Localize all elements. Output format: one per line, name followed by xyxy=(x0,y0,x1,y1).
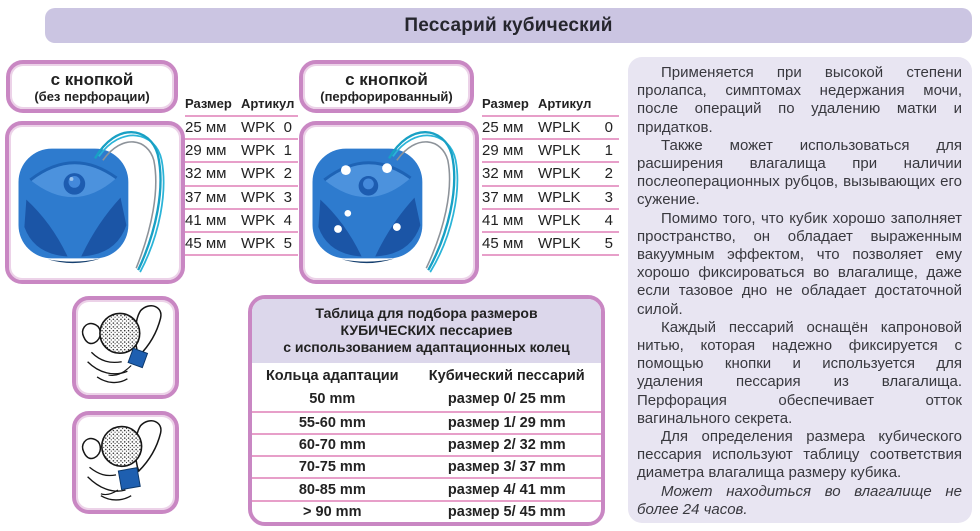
size-value: 45 мм xyxy=(185,235,227,253)
article-number: 5 xyxy=(604,235,613,253)
size-table-2-header xyxy=(482,96,619,117)
size-table-row xyxy=(482,117,619,140)
article-number: 1 xyxy=(604,142,613,160)
size-table-row xyxy=(482,210,619,233)
selection-table-row xyxy=(252,411,601,433)
pessary-column-header: Кубический пессарий xyxy=(428,367,585,384)
article-code: WPK xyxy=(241,235,276,253)
size-value: 41 мм xyxy=(185,211,227,229)
description-paragraph: Также может использоваться для расширения влагалища при наличии послеоперационных рубцов, вызывающих его сужение. xyxy=(637,136,962,209)
article-value xyxy=(538,212,619,229)
pessary-size-value: размер 0/ 25 mm xyxy=(447,391,566,408)
selection-title-line: Таблица для подбора размеров xyxy=(315,305,538,321)
selection-table-row xyxy=(252,455,601,477)
selection-table-row xyxy=(252,433,601,455)
article-number: 3 xyxy=(604,188,613,206)
description-paragraph: Для определения размера кубического пессария используют таблицу соответствия диаметра влагалища размеру кубика. xyxy=(637,428,962,482)
selection-table-row xyxy=(252,500,601,522)
size-value: 25 мм xyxy=(482,119,524,137)
page-title: Пессарий кубический xyxy=(404,14,613,36)
article-value xyxy=(241,165,298,182)
size-value: 37 мм xyxy=(185,188,227,206)
description-paragraph: Каждый пессарий оснащён капроновой нитью, которая надежно фиксируется с помощью кнопки и используется для удаления пессария из влагалища. Перфорация обеспечивает отток вагинального секрета. xyxy=(637,318,962,427)
article-code: WPK xyxy=(241,165,276,183)
article-value xyxy=(538,165,619,182)
size-table-row xyxy=(482,163,619,186)
product-1-label-box xyxy=(6,60,178,113)
size-table-row xyxy=(482,233,619,256)
article-code: WPLK xyxy=(538,142,581,160)
article-code: WPK xyxy=(241,119,276,137)
size-table-row xyxy=(185,210,298,233)
article-number: 5 xyxy=(283,235,292,253)
size-table-2 xyxy=(482,96,619,256)
size-value: 37 мм xyxy=(482,188,524,206)
size-table-row xyxy=(185,117,298,140)
product-2-subtitle: (перфорированный) xyxy=(320,88,453,104)
article-value xyxy=(241,142,298,159)
size-value: 29 мм xyxy=(482,142,524,160)
article-value xyxy=(241,119,298,136)
article-value xyxy=(538,189,619,206)
pessary-size-value: размер 5/ 45 mm xyxy=(447,503,566,520)
article-code: WPK xyxy=(241,211,276,229)
selection-table xyxy=(248,295,605,526)
page-header xyxy=(45,8,972,43)
ring-size-value: 50 mm xyxy=(309,391,356,408)
size-value: 29 мм xyxy=(185,142,227,160)
anatomy-illustration-1-box xyxy=(72,296,179,399)
description-paragraph: Может находиться во влагалище не более 24 часов. xyxy=(637,482,962,518)
size-value: 25 мм xyxy=(185,119,227,137)
article-code: WPLK xyxy=(538,235,581,253)
article-code: WPK xyxy=(241,188,276,206)
article-code: WPLK xyxy=(538,188,581,206)
ring-size-value: 60-70 mm xyxy=(298,436,366,453)
pessary-in-situ-illustration xyxy=(78,303,173,393)
article-header-label: Артикул xyxy=(538,96,592,111)
article-number: 1 xyxy=(283,142,292,160)
product-2-photo-box xyxy=(299,121,479,284)
selection-table-title xyxy=(252,299,601,363)
size-table-1 xyxy=(185,96,298,256)
article-number: 4 xyxy=(604,211,613,229)
ring-size-value: 70-75 mm xyxy=(298,459,366,476)
anatomy-illustration-2-box xyxy=(72,411,179,514)
ring-size-value: > 90 mm xyxy=(303,503,362,520)
size-table-row xyxy=(185,163,298,186)
selection-table-row xyxy=(252,388,601,410)
size-table-row xyxy=(185,140,298,163)
article-code: WPLK xyxy=(538,211,581,229)
article-code: WPLK xyxy=(538,165,581,183)
size-table-1-header xyxy=(185,96,298,117)
selection-table-header xyxy=(252,363,601,388)
cube-pessary-photo xyxy=(10,127,180,279)
article-value xyxy=(241,189,298,206)
size-value: 32 мм xyxy=(482,165,524,183)
article-code: WPLK xyxy=(538,119,581,137)
article-number: 2 xyxy=(604,165,613,183)
article-number: 3 xyxy=(283,188,292,206)
size-value: 41 мм xyxy=(482,211,524,229)
pessary-size-value: размер 4/ 41 mm xyxy=(447,481,566,498)
article-number: 0 xyxy=(604,119,613,137)
size-table-1-body xyxy=(185,117,298,256)
selection-table-row xyxy=(252,477,601,499)
size-header-label: Размер xyxy=(482,96,529,111)
product-1-subtitle: (без перфорации) xyxy=(34,88,150,104)
article-code: WPK xyxy=(241,142,276,160)
pessary-size-value: размер 2/ 32 mm xyxy=(447,436,566,453)
size-header-label: Размер xyxy=(185,96,232,111)
pessary-size-value: размер 3/ 37 mm xyxy=(447,459,566,476)
article-value xyxy=(241,212,298,229)
selection-table-body xyxy=(252,388,601,522)
cube-pessary-perforated-photo xyxy=(304,127,474,279)
ring-size-value: 55-60 mm xyxy=(298,414,366,431)
description-paragraph: Помимо того, что кубик хорошо заполняет пространство, он обладает выраженным вакуумным эффектом, что позволяет ему хорошо фиксироваться во влагалище, даже если тазовое дно не обладает достаточной силой. xyxy=(637,209,962,318)
article-value xyxy=(538,142,619,159)
article-number: 2 xyxy=(283,165,292,183)
article-value xyxy=(538,235,619,252)
size-table-row xyxy=(482,140,619,163)
article-header-label: Артикул xyxy=(241,96,295,111)
description-panel xyxy=(628,57,972,523)
description-paragraph: Применяется при высокой степени пролапса, симптомах недержания мочи, после операций по удалению матки и придатков. xyxy=(637,64,962,136)
size-table-row xyxy=(185,233,298,256)
size-value: 32 мм xyxy=(185,165,227,183)
size-table-row xyxy=(185,187,298,210)
article-number: 0 xyxy=(283,119,292,137)
size-table-2-body xyxy=(482,117,619,256)
article-value xyxy=(241,235,298,252)
pessary-size-value: размер 1/ 29 mm xyxy=(447,414,566,431)
size-table-row xyxy=(482,187,619,210)
rings-column-header: Кольца адаптации xyxy=(265,367,399,384)
selection-title-line: КУБИЧЕСКИХ пессариев xyxy=(340,322,513,338)
product-2-label-box xyxy=(299,60,474,113)
ring-size-value: 80-85 mm xyxy=(298,481,366,498)
size-value: 45 мм xyxy=(482,235,524,253)
article-number: 4 xyxy=(283,211,292,229)
selection-title-line: с использованием адаптационных колец xyxy=(283,339,570,355)
article-value xyxy=(538,119,619,136)
product-2-title: с кнопкой xyxy=(345,69,428,89)
pessary-in-situ-illustration xyxy=(78,418,173,508)
product-1-photo-box xyxy=(5,121,185,284)
product-1-title: с кнопкой xyxy=(50,69,134,89)
